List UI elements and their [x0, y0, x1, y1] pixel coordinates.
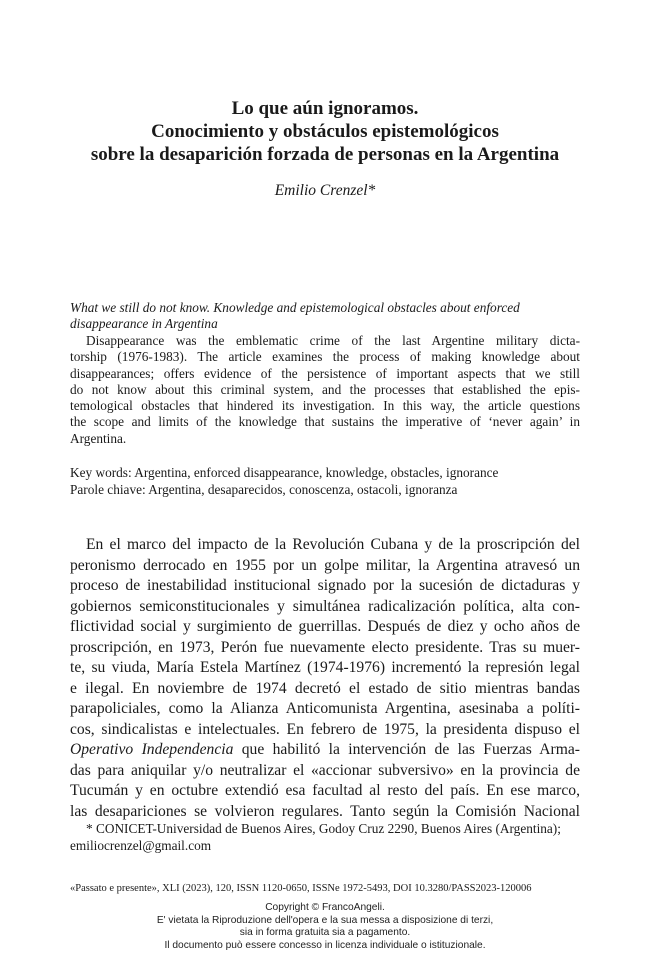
- body-text: [70, 535, 580, 822]
- body-line: parapoliciales, como la Alianza Anticomunista Argentina, asesinaba a políti-: [70, 700, 580, 717]
- title-line: Conocimiento y obstáculos epistemológicos: [151, 121, 499, 142]
- body-line: gobiernos semiconstitucionales y simultánea radicalización política, alta con-: [70, 597, 580, 615]
- abstract-line: Disappearance was the emblematic crime of the last Argentine military dicta-: [86, 333, 580, 348]
- body-line: proceso de inestabilidad institucional signado por la sucesión de dictaduras y: [70, 577, 580, 594]
- body-line: Operativo Independencia que habilitó la intervención de las Fuerzas Arma-: [70, 741, 580, 758]
- title-line: sobre la desaparición forzada de personas en la Argentina: [90, 144, 560, 165]
- copyright-notice: [0, 902, 650, 952]
- copyright-line: sia in forma gratuita sia a pagamento.: [239, 927, 411, 938]
- abstract-text: [70, 333, 580, 447]
- body-line: proscripción, en 1973, Perón fue nuevamente electo presidente. Tras su muer-: [70, 638, 580, 656]
- abstract-title: [70, 300, 580, 333]
- footnote: [70, 820, 580, 854]
- body-line: te, su viuda, María Estela Martínez (1974-1976) incrementó la represión legal: [70, 659, 580, 676]
- body-line: En el marco del impacto de la Revolución Cubana y de la proscripción del: [86, 536, 580, 553]
- body-line: las desapariciones se volvieron regulares. Tanto según la Comisión Nacional: [70, 802, 580, 820]
- abstract-line: torship (1976-1983). The article examines the process of making knowledge about: [70, 349, 580, 365]
- copyright-line: Copyright © FrancoAngeli.: [265, 902, 385, 913]
- italic-phrase: Operativo Independencia: [70, 741, 234, 758]
- body-line: e ilegal. En noviembre de 1974 decretó el estado de sitio mientras bandas: [70, 679, 580, 697]
- author-name: Emilio Crenzel*: [274, 182, 376, 199]
- footnote-line: * CONICET-Universidad de Buenos Aires, Godoy Cruz 2290, Buenos Aires (Argentina);: [86, 821, 561, 836]
- journal-citation: «Passato e presente», XLI (2023), 120, ISSN 1120-0650, ISSNe 1972-5493, DOI 10.3280/PASS2023-120006: [70, 883, 532, 894]
- abstract-line: do not know about this criminal system, and the processes that established the epis-: [70, 381, 580, 397]
- article-title: [0, 97, 650, 166]
- abstract-line: disappearances; offers evidence of the persistence of important aspects that we still: [70, 365, 580, 381]
- copyright-line: E' vietata la Riproduzione dell'opera e la sua messa a disposizione di terzi,: [156, 914, 494, 926]
- body-line: cos, sindicalistas e intelectuales. En febrero de 1975, la presidenta dispuso el: [70, 720, 580, 738]
- body-line: peronismo derrocado en 1955 por un golpe militar, la Argentina atravesó un: [70, 556, 580, 574]
- body-line: flictividad social y surgimiento de guerrillas. Después de diez y ocho años de: [70, 618, 580, 635]
- abstract-title-line: What we still do not know. Knowledge and epistemological obstacles about enforced: [70, 300, 520, 315]
- abstract-title-line: disappearance in Argentina: [70, 316, 218, 332]
- parole-chiave: Parole chiave: Argentina, desaparecidos, conoscenza, ostacoli, ignoranza: [70, 482, 458, 497]
- keywords: Key words: Argentina, enforced disappearance, knowledge, obstacles, ignorance: [70, 465, 499, 480]
- body-line: das para aniquilar y/o neutralizar el «accionar subversivo» en la provincia de: [70, 761, 580, 779]
- copyright-line: Il documento può essere concesso in licenza individuale o istituzionale.: [164, 939, 486, 951]
- title-line: Lo que aún ignoramos.: [231, 98, 419, 119]
- footnote-email: emiliocrenzel@gmail.com: [70, 838, 212, 853]
- abstract-line: the scope and limits of the knowledge that sustains the imperative of ‘never again’ in: [70, 414, 580, 430]
- abstract-line: temological obstacles that hindered its investigation. In this way, the article questions: [70, 398, 580, 414]
- body-line: Tucumán y en octubre extendió esa facultad al resto del país. En ese marco,: [70, 782, 580, 799]
- abstract-line: Argentina.: [70, 430, 127, 446]
